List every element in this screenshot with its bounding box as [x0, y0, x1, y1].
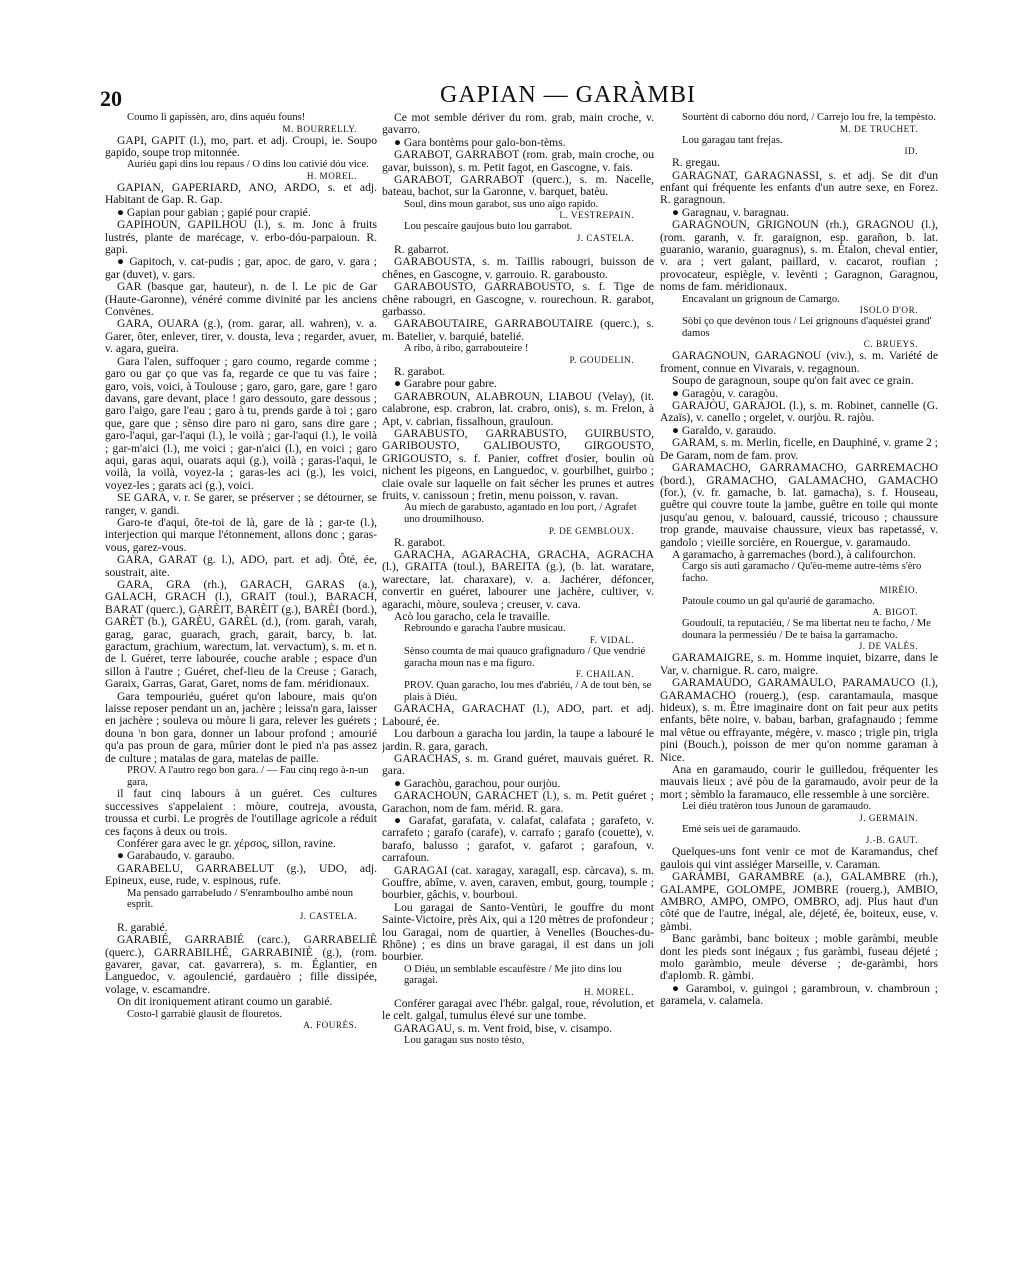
dictionary-entry: Gara tempouriéu, guéret qu'on laboure, mais qu'on laisse reposer pendant un an, jachère ; leissa'n gara, laisser en jachère ; souleva ou mòure li gara, relever les guérets ; douna 'n bon gara, donner un labour profond ; amourié qu'a pas proun de gara, mûrier dont le pied n'a pas assez de culture ; matalas de gara, matelas de paille.	[105, 689, 377, 765]
dictionary-entry: Acò lou garacho, cela le travaille.	[394, 609, 551, 623]
dictionary-entry: Banc garàmbi, banc boiteux ; moble garàmbi, meuble dont les pieds sont inégaux ; fus garàmbi, fuseau déjeté ; molo garàmbio, meule déverse ; de-garàmbi, hors d'aplomb. R. gàmbi.	[660, 932, 938, 983]
verse-quote: Coumo li gapissèn, aro, dins aquéu founs!	[127, 112, 306, 123]
dictionary-entry: GARABOUSTO, GARRABOUSTO, s. f. Tige de chêne rabougri, en Gascogne, v. rourechoun. R. garabot, garbasso.	[382, 280, 654, 319]
dictionary-entry: ● Garaldo, v. garaudo.	[672, 423, 777, 437]
dictionary-entry: GARAMAIGRE, s. m. Homme inquiet, bizarre, dans le Var, v. charnigue. R. caro, maigre.	[660, 651, 938, 677]
quote-author: J. DE VALÈS.	[858, 641, 918, 652]
dictionary-entry: Ana en garamaudo, courir le guilledou, fréquenter les mauvais lieux ; avé pòu de la garamaudo, avoir peur de la mort ; sèmblo la faramauco, elle ressemble à une sorcière.	[660, 762, 938, 801]
verse-quote: Costo-l garrabiè glausit de flouretos.	[127, 1008, 283, 1020]
quote-author: P. DE GEMBLOUX.	[548, 525, 634, 536]
quote-author: H. MOREL.	[583, 987, 634, 998]
quote-author: J. CASTELA.	[299, 910, 357, 921]
dictionary-entry: R. gregau.	[672, 156, 720, 170]
dictionary-entry: GARAGNOUN, GRIGNOUN (rh.), GRAGNOU (l.), (rom. garanh, v. fr. garaignon, esp. garañon, b. lat. guaranio, waranio, guaragnus), s. m. Étalon, cheval entier, v. ara ; vert galant, paillard, v. cacarot, roufian ; provocateur, espiègle, v. levènti ; Garagnon, Garagnou, noms de fam. méridionaux.	[660, 218, 938, 294]
dictionary-entry: GARA, OUARA (g.), (rom. garar, all. wahren), v. a. Garer, ôter, enlever, tirer, v. dousta, leva ; regarder, avuer, v. agara, gueira.	[105, 317, 377, 356]
dictionary-entry: Garo-te d'aqui, ôte-toi de là, gare de là ; gar-te (l.), interjection qui marque l'étonnement, allons donc ; garas-vous, garez-vous.	[105, 515, 377, 554]
page-number: 20	[100, 86, 122, 111]
quote-author: MIRÈIO.	[879, 584, 918, 595]
dictionary-entry: GARÀMBI, GARAMBRE (a.), GALAMBRE (rh.), GALAMPE, GOLOMPE, JOMBRE (rouerg.), AMBIO, AMBRO, AMPO, OMPO, OMBRO, adj. Plus haut d'un côté que de l'autre, inégal, ale, déjeté, ée, boiteux, euse, v. gàmbi.	[660, 870, 938, 933]
column-left	[105, 112, 377, 1180]
dictionary-entry: ● Garabre pour gabre.	[394, 377, 497, 391]
verse-quote: Auriéu gapi dins lou repaus / O dins lou cativié dóu vice.	[127, 159, 369, 171]
dictionary-entry: GARABOUSTA, s. m. Taillis rabougri, buisson de chênes, en Gascogne, v. garrouio. R. garabousto.	[382, 255, 654, 281]
verse-quote: Lei diéu tratèron tous Junoun de garamaudo.	[682, 801, 872, 813]
dictionary-entry: GARABOT, GARRABOT (rom. grab, main croche, ou gavar, buisson), s. m. Petit fagot, en Gascogne, v. fais.	[382, 148, 654, 174]
quote-author: P. GOUDELIN.	[569, 354, 634, 365]
quote-author: C. BRUEYS.	[863, 339, 918, 350]
dictionary-entry: Lou darboun a garacha lou jardin, la taupe a labouré le jardin. R. gara, garach.	[382, 727, 654, 753]
dictionary-entry: Gara l'alen, suffoquer ; garo coumo, regarde comme ; garo ou gar ço que vas fa, regarde ce que tu vas faire ; garo, vois, voici, à Toulouse ; garo, garo, gare, gare ! garo davans, gare devant, place ! garo dessouto, gare dessous ; garo l'aigo, gare l'eau ; garo à tu, prends garde à toi ; garo que, gare que ; sènso dire paro ni garo, sans dire gare ; garo-l'aqui, gar-l'aqui (l.), le voilà ; gar-l'aqui (l.), le voilà ; gar-m'aici (l.), me voici ; gar-n'aici (l.), en voici ; garo aqui, garas aqui, ouarats aqui (g.), voilà ; garas-l'aqui, le voilà, la voilà, voyez-la ; garas-les aci (g.), les voici, voyez-les ; garats aci (g.), voici.	[105, 354, 377, 492]
dictionary-entry: ● Garabaudo, v. garaubo.	[117, 849, 235, 863]
dictionary-entry: GARACHOUN, GARACHET (l.), s. m. Petit guéret ; Garachon, nom de fam. mérid. R. gara.	[382, 789, 654, 815]
quote-author: J. CASTELA.	[576, 233, 634, 244]
dictionary-entry: ● Gapian pour gabian ; gapié pour crapié.	[117, 205, 311, 219]
verse-quote: Ma pensado garrabeludo / S'enramboulho ambé noun esprit.	[127, 887, 354, 911]
verse-quote: PROV. Quan garacho, lou mes d'abriéu, / A de tout bèn, se plais à Diéu.	[404, 680, 652, 703]
verse-quote: A ribo, à ribo, garrabouteire !	[404, 343, 529, 355]
verse-quote: Encavalant un grignoun de Camargo.	[682, 293, 840, 305]
dictionary-entry: GARACHA, GARACHAT (l.), ADO, part. et adj. Labouré, ée.	[382, 702, 654, 728]
quote-author: H. MOREL.	[306, 171, 357, 181]
quote-author: M. BOURRELLY.	[282, 123, 357, 134]
dictionary-entry: GARACHAS, s. m. Grand guéret, mauvais guéret. R. gara.	[382, 751, 654, 778]
dictionary-entry: GARAMACHO, GARRAMACHO, GARREMACHO (bord.), GRAMACHO, GALAMACHO, GAMACHO (for.), (v. fr. gamache, b. lat. gamacha), s. f. Houseau, guêtre qui couvre toute la jambe, guêtre en toile qui monte jusqu'au genou, v. balouard, caussié, tricouso ; chaussure trop grande, mauvaise chaussure, vieux bas rapetassé, v. gandolo ; vieille sorcière, en Rouergue, v. garamaudo.	[660, 461, 938, 549]
dictionary-entry: GARAM, s. m. Merlin, ficelle, en Dauphiné, v. grame 2 ; De Garam, nom de fam. prov.	[660, 436, 938, 462]
verse-quote: Goudouli, ta reputaciéu, / Se ma libertat neu te facho, / Me dounara la permessiéu / De te baisa la garramacho.	[682, 618, 931, 641]
dictionary-entry: GARABOUTAIRE, GARRABOUTAIRE (querc.), s. m. Batelier, v. barquié, batelié.	[382, 317, 654, 343]
verse-quote: Sènso coumta de mai quauco grafignaduro / Que vendrié garacha moun nas e ma figuro.	[404, 645, 646, 669]
dictionary-entry: SE GARA, v. r. Se garer, se préserver ; se détourner, se ranger, v. gandi.	[105, 491, 377, 517]
dictionary-entry: Lou garagai de Santo-Ventùri, le gouffre du mont Sainte-Victoire, près Aix, qui a 120 mètres de profondeur ; lou Garagai, nom de quartier, à Venelles (Bouches-du-Rhône) ; es dins un brave garagai, il est dans un joli bourbier.	[382, 900, 654, 964]
column-middle	[382, 112, 654, 1180]
dictionary-entry: ● Gapitoch, v. cat-pudis ; gar, apoc. de garo, v. gara ; gar (duvet), v. gars.	[105, 255, 377, 281]
dictionary-entry: GARABROUN, ALABROUN, LIABOU (Velay), (it. calabrone, esp. crabron, lat. crabro, onis), s. m. Frelon, à Apt, v. cabrian, fissalhoun, grauloun.	[382, 389, 654, 428]
column-right	[660, 112, 938, 1180]
quote-author: A. BIGOT.	[872, 607, 918, 618]
dictionary-entry: GARA, GARAT (g. l.), ADO, part. et adj. Ôté, ée, soustrait, aite.	[105, 553, 377, 579]
quote-author: ID.	[904, 146, 918, 157]
verse-quote: Lou pescaire gaujous buto lou garrabot.	[404, 221, 573, 233]
dictionary-entry: A garamacho, à garremaches (bord.), à califourchon.	[672, 547, 916, 561]
quote-author: L. VESTREPAIN.	[559, 210, 634, 221]
dictionary-entry: GARABELU, GARRABELUT (g.), UDO, adj. Epineux, euse, rude, v. espinous, rufe.	[105, 861, 377, 888]
verse-quote: Au miech de garabusto, agantado en lou port, / Agrafet uno droumilhouso.	[404, 502, 637, 525]
verse-quote: Emé seis uei de garamaudo.	[682, 823, 801, 835]
dictionary-entry: GARACHA, AGARACHA, GRACHA, AGRACHA (l.), GRAITA (toul.), BAREITA (g.), (b. lat. waratare, warectare, lat. charaxare), v. a. Jachérer, défoncer, convertir en guéret, labourer une jachère, cultiver, v. agarachi, mòure, souleva ; creuser, v. cava.	[382, 547, 654, 611]
dictionary-entry: GARAGAU, s. m. Vent froid, bise, v. cisampo.	[394, 1021, 613, 1035]
quote-author: A. FOURÈS.	[303, 1020, 357, 1031]
dictionary-entry: GARABUSTO, GARRABUSTO, GUIRBUSTO, GARIBOUSTO, GALIBOUSTO, GIRGOUSTO, GRIGOUSTO, s. f. Panier, coffret d'osier, boulin où nichent les pigeons, en Languedoc, v. gourbilhet, guirbo ; claie ovale sur laquelle on fait sécher les prunes et autres fruits, v. canissoun ; fretin, menu poisson, v. ravan.	[382, 426, 654, 502]
verse-quote: Rebroundo e garacha l'aubre musicau.	[404, 623, 566, 635]
dictionary-entry: GARABIÉ, GARRABIÉ (carc.), GARRABELIÈ (querc.), GARRABILHÉ, GARRABINIÈ (g.), (rom. gavarer, gavar, cat. gavarrera), s. m. Églantier, en Languedoc, v. agoulencié, gardauèro ; fille dissipée, volage, v. escamandre.	[105, 933, 377, 996]
verse-quote: Patoule coumo un gal qu'aurié de garamacho.	[682, 595, 875, 607]
quote-author: J. GERMAIN.	[859, 812, 918, 823]
verse-quote: PROV. A l'autro rego bon gara. / — Fau cinq rego à-n-un gara,	[127, 765, 369, 788]
dictionary-entry: GARABOT, GARRABOT (querc.), s. m. Nacelle, bateau, bachot, sur la Garonne, v. barquet, batèu.	[382, 173, 654, 199]
dictionary-entry: GARA, GRA (rh.), GARACH, GARAS (a.), GALACH, GRACH (l.), GRAIT (toul.), BARACH, BARAT (querc.), GARÈIT, BARÈIT (g.), BARÈI (bord.), GARÈT (b.), GARÈU, GARÈL (d.), (rom. garah, varah, garag, garac, guarach, grach, garait, barcy, b. lat. garactum, grachium, warectum, lat. vervactum), s. m. et n. de l. Guéret, terre labourée, couche arable ; espace d'un sillon à l'autre ; Guéret, chef-lieu de la Creuse ; Garach, Garaix, Garras, Garat, Garet, noms de fam. méridionaux.	[105, 578, 377, 691]
quote-author: F. CHAILAN.	[575, 669, 634, 680]
dictionary-entry: On dit ironiquement atirant coumo un garabié.	[117, 995, 333, 1009]
dictionary-entry: ● Garagòu, v. caragòu.	[672, 386, 779, 400]
dictionary-entry: il faut cinq labours à un guéret. Ces cultures successives s'appelaient : mòure, coutreja, avousta, troussa et curbi. Le progrès de l'outillage agricole a réduit ces façons à deux ou trois.	[105, 787, 377, 838]
quote-author: J.-B. GAUT.	[865, 835, 918, 846]
quote-author: M. DE TRUCHET.	[839, 123, 918, 134]
verse-quote: Soul, dins moun garabot, sus uno aigo rapido.	[404, 198, 599, 210]
quote-author: F. VIDAL.	[589, 634, 634, 645]
dictionary-entry: R. garabié.	[117, 920, 168, 934]
dictionary-entry: R. garabot.	[394, 364, 446, 378]
dictionary-entry: GAPI, GAPIT (l.), mo, part. et adj. Croupi, ie. Soupo gapido, soupe trop mitonnée.	[105, 133, 377, 159]
dictionary-entry: ● Garagnau, v. baragnau.	[672, 205, 789, 219]
verse-quote: Sòbi ço que devènon tous / Lei grignouns d'aquéstei grand' damos	[682, 316, 932, 339]
running-head: GAPIAN — GARÀMBI	[439, 82, 696, 108]
dictionary-entry: GAR (basque gar, hauteur), n. de l. Le pic de Gar (Haute-Garonne), vénéré comme divinité par les anciens Convènes.	[105, 280, 377, 319]
verse-quote: Sourtènt di caborno dóu nord, / Carrejo lou fre, la tempèsto.	[682, 112, 936, 123]
dictionary-entry: Conférer gara avec le gr. χέρσος, sillon, ravine.	[117, 836, 336, 850]
quote-author: ISOLO D'OR.	[859, 305, 918, 316]
dictionary-entry: Soupo de garagnoun, soupe qu'on fait avec ce grain.	[672, 374, 914, 388]
dictionary-entry: Ce mot semble dériver du rom. grab, main croche, v. gavarro.	[382, 112, 654, 137]
dictionary-entry: GARAMAUDO, GARAMAULO, PARAMAUCO (l.), GARAMACHO (rouerg.), (esp. carantamaula, masque hideux), s. m. Être imaginaire dont on fait peur aux petits enfants, bête noire, v. babau, barban, grafagnaudo ; femme mal vêtue ou effrayante, mégère, v. masco ; trigle pin, trigla pini (Bouch.), poisson de mer qu'on nomme garaman à Nice.	[660, 676, 938, 764]
dictionary-entry: GARAGNOUN, GARAGNOU (viv.), s. m. Variété de froment, connue en Vivarais, v. regagnoun.	[660, 349, 938, 375]
dictionary-entry: GARAJÒU, GARAJOL (l.), s. m. Robinet, cannelle (G. Azaïs), v. canello ; orgelet, v. ourjòu. R. rajòu.	[660, 399, 938, 425]
dictionary-entry: ● Gara bontèms pour galo-bon-tèms.	[394, 135, 566, 149]
dictionary-entry: GARAGAI (cat. xaragay, xaragall, esp. càrcava), s. m. Gouffre, abîme, v. aven, caraven, embut, gourg, toumple ; bourbier, gâchis, v. bourboui.	[382, 863, 654, 902]
dictionary-entry: R. garabot.	[394, 535, 446, 549]
verse-quote: Cargo sis auti garamacho / Qu'èu-meme autre-tèms s'èro facho.	[682, 561, 922, 584]
dictionary-entry: ● Garafat, garafata, v. calafat, calafata ; garafeto, v. carrafeto ; garafo (carafe), v. carrafo ; garafo (couette), v. barafo, balusso ; garafot, v. gafarot ; garafoun, v. carrafoun.	[382, 814, 654, 865]
dictionary-entry: R. gabarrot.	[394, 243, 450, 257]
dictionary-entry: ● Garachòu, garachou, pour ourjòu.	[394, 776, 561, 790]
dictionary-entry: ● Garamboi, v. guingoi ; garambroun, v. chambroun ; garamela, v. calamela.	[660, 981, 938, 1008]
verse-quote: Lou garagau tant frejas.	[682, 134, 783, 146]
dictionary-entry: Conférer garagai avec l'hébr. galgal, roue, révolution, et le celt. galgal, tumulus élevé sur une tombe.	[382, 997, 654, 1023]
verse-quote: O Diéu, un semblable escaufèstre / Me jito dins lou garagai.	[404, 963, 622, 987]
verse-quote: Lou garagau sus nosto tèsto,	[404, 1035, 525, 1047]
dictionary-entry: GAPIHOUN, GAPILHOU (l.), s. m. Jonc à fruits lustrés, plante de marécage, v. erbo-dóu-parpaioun. R. gapi.	[105, 218, 377, 257]
dictionary-entry: GAPIAN, GAPERIARD, ANO, ARDO, s. et adj. Habitant de Gap. R. Gap.	[105, 181, 377, 207]
dictionary-entry: Quelques-uns font venir ce mot de Karamandus, chef gaulois qui vint assiéger Marseille, v. Caraman.	[660, 845, 938, 871]
dictionary-entry: GARAGNAT, GARAGNASSI, s. et adj. Se dit d'un enfant qui fréquente les enfants d'un autre sexe, en Forez. R. garagnoun.	[660, 168, 938, 207]
